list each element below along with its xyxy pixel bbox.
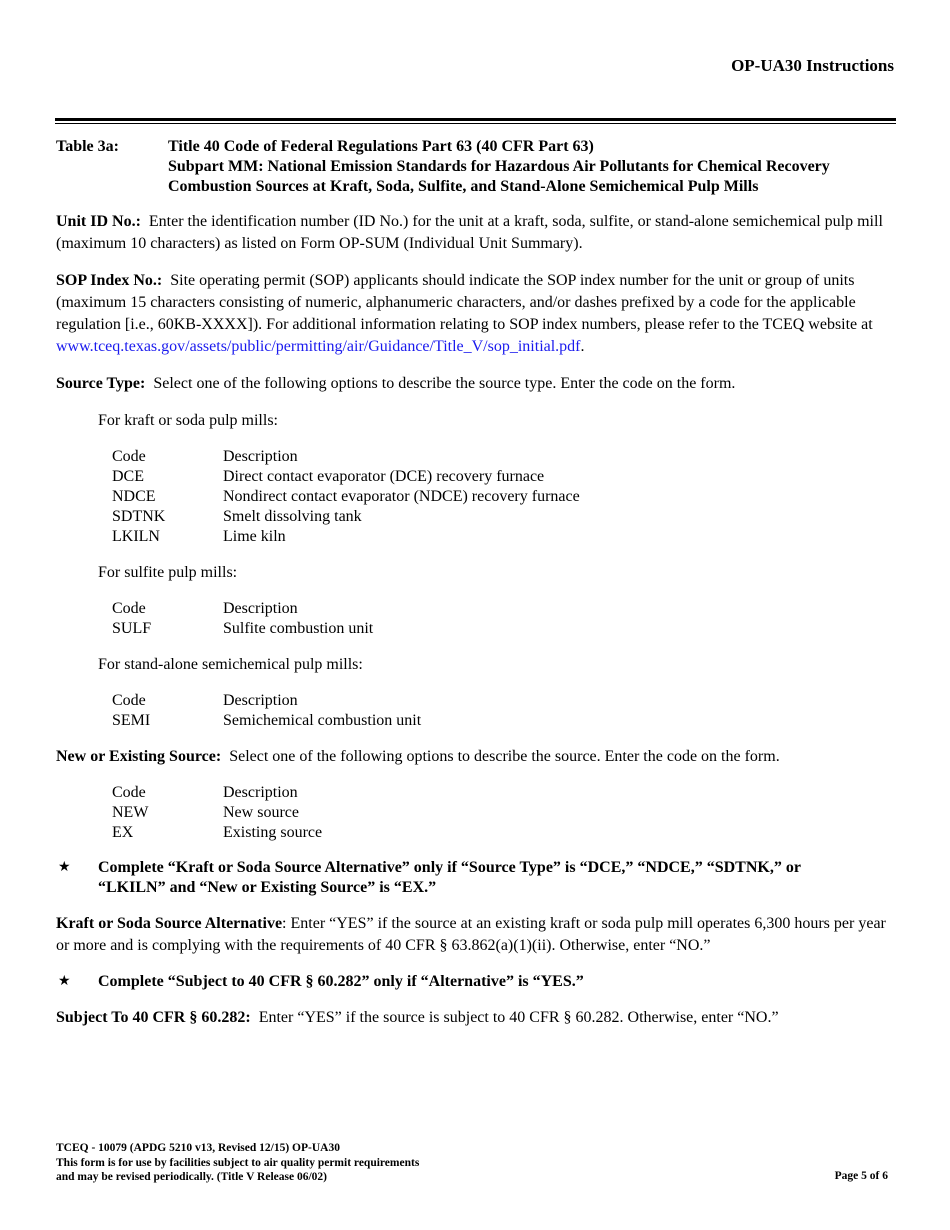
group-intro-sulfite: For sulfite pulp mills: (98, 564, 238, 581)
code-table-header (112, 783, 894, 803)
sop-guidance-link[interactable]: www.tceq.texas.gov/assets/public/permitting/air/Guidance/Title_V/sop_initial.pdf (56, 338, 581, 355)
description-cell: Direct contact evaporator (DCE) recovery furnace (223, 468, 545, 485)
code-col-header: Code (112, 692, 146, 709)
description-cell: Sulfite combustion unit (223, 620, 374, 637)
note-line: Complete “Kraft or Soda Source Alternative” only if “Source Type” is “DCE,” “NDCE,” “SDTNK,” or (98, 859, 801, 876)
conditional-note-kraft-alternative (56, 858, 894, 898)
code-row (112, 467, 894, 487)
sop-index-section (56, 270, 894, 358)
new-existing-section (56, 746, 894, 768)
code-row (112, 619, 894, 639)
code-cell: EX (112, 824, 134, 841)
table-title-line: Subpart MM: National Emission Standards for Hazardous Air Pollutants for Chemical Recovery (168, 158, 830, 175)
subject-to-label: Subject To 40 CFR § 60.282: (56, 1009, 251, 1026)
source-type-text: Select one of the following options to describe the source type. Enter the code on the form. (153, 375, 736, 392)
sop-index-text: Site operating permit (SOP) applicants should indicate the SOP index number for the unit or group of units (maximum 15 characters consisting of numeric, alphanumeric characters, and/or dashes prefixed by a code for the applicable regulation [i.e., 60KB-XXXX]). For additional information relating to SOP index numbers, please refer to the TCEQ website at (56, 272, 873, 333)
code-table-header (112, 599, 894, 619)
code-row (112, 507, 894, 527)
code-cell: SULF (112, 620, 152, 637)
code-row (112, 823, 894, 843)
description-col-header: Description (223, 692, 298, 709)
code-cell: SDTNK (112, 508, 166, 525)
subject-to-text: Enter “YES” if the source is subject to 40 CFR § 60.282. Otherwise, enter “NO.” (258, 1009, 779, 1026)
header-rule-thin (55, 123, 896, 124)
unit-id-text: Enter the identification number (ID No.) for the unit at a kraft, soda, sulfite, or stand-alone semichemical pulp mill (maximum 10 characters) as listed on Form OP-SUM (Individual Unit Summary). (56, 213, 883, 252)
footer-line: This form is for use by facilities subject to air quality permit requirements (56, 1156, 420, 1169)
kraft-alternative-section (56, 913, 894, 957)
source-type-section (56, 373, 894, 395)
footer-form-info (56, 1141, 419, 1185)
new-existing-text: Select one of the following options to describe the source. Enter the code on the form. (229, 748, 780, 765)
code-cell: NDCE (112, 488, 156, 505)
footer-line: and may be revised periodically. (Title V Release 06/02) (56, 1171, 327, 1183)
description-cell: Nondirect contact evaporator (NDCE) recovery furnace (223, 488, 580, 505)
code-cell: NEW (112, 804, 149, 821)
code-table-kraft (112, 447, 894, 547)
code-row (112, 527, 894, 547)
header-rule-thick (55, 118, 896, 121)
subject-to-section (56, 1007, 894, 1029)
description-cell: Lime kiln (223, 528, 286, 545)
source-type-label: Source Type: (56, 375, 146, 392)
table-label: Table 3a: (56, 138, 119, 155)
description-cell: Smelt dissolving tank (223, 508, 362, 525)
unit-id-section (56, 211, 894, 255)
kraft-alternative-text: : Enter “YES” if the source at an existing kraft or soda pulp mill operates 6,300 hours per year or more and is complying with the requirements of 40 CFR § 63.862(a)(1)(ii). Otherwise, enter “NO.” (56, 915, 886, 954)
conditional-note-subject-to (56, 972, 894, 992)
table-title (168, 137, 830, 197)
page-header-title: OP-UA30 Instructions (731, 56, 894, 75)
table-title-line: Title 40 Code of Federal Regulations Part 63 (40 CFR Part 63) (168, 138, 594, 155)
kraft-alternative-label: Kraft or Soda Source Alternative (56, 915, 283, 932)
code-table-sulfite (112, 599, 894, 639)
new-existing-label: New or Existing Source: (56, 748, 222, 765)
code-row (112, 487, 894, 507)
footer-line: TCEQ - 10079 (APDG 5210 v13, Revised 12/15) OP-UA30 (56, 1142, 340, 1154)
description-cell: New source (223, 804, 299, 821)
description-col-header: Description (223, 600, 298, 617)
page-number: Page 5 of 6 (834, 1170, 888, 1182)
note-line: Complete “Subject to 40 CFR § 60.282” only if “Alternative” is “YES.” (98, 973, 584, 990)
code-cell: LKILN (112, 528, 160, 545)
code-col-header: Code (112, 600, 146, 617)
code-row (112, 711, 894, 731)
code-row (112, 803, 894, 823)
code-table-header (112, 691, 894, 711)
code-cell: SEMI (112, 712, 151, 729)
code-col-header: Code (112, 448, 146, 465)
sop-index-end: . (580, 338, 585, 355)
code-table-header (112, 447, 894, 467)
star-icon: ★ (58, 974, 71, 989)
code-table-semichemical (112, 691, 894, 731)
description-col-header: Description (223, 784, 298, 801)
document-body (56, 137, 894, 1044)
table-title-line: Combustion Sources at Kraft, Soda, Sulfite, and Stand-Alone Semichemical Pulp Mills (168, 178, 759, 195)
group-intro-semichemical: For stand-alone semichemical pulp mills: (98, 656, 363, 673)
table-heading (56, 137, 894, 197)
description-cell: Existing source (223, 824, 323, 841)
code-table-new-existing (112, 783, 894, 843)
code-cell: DCE (112, 468, 144, 485)
description-cell: Semichemical combustion unit (223, 712, 422, 729)
code-col-header: Code (112, 784, 146, 801)
star-icon: ★ (58, 860, 71, 875)
unit-id-label: Unit ID No.: (56, 213, 141, 230)
sop-index-label: SOP Index No.: (56, 272, 163, 289)
description-col-header: Description (223, 448, 298, 465)
group-intro-kraft: For kraft or soda pulp mills: (98, 412, 278, 429)
note-line: “LKILN” and “New or Existing Source” is “EX.” (98, 879, 437, 896)
